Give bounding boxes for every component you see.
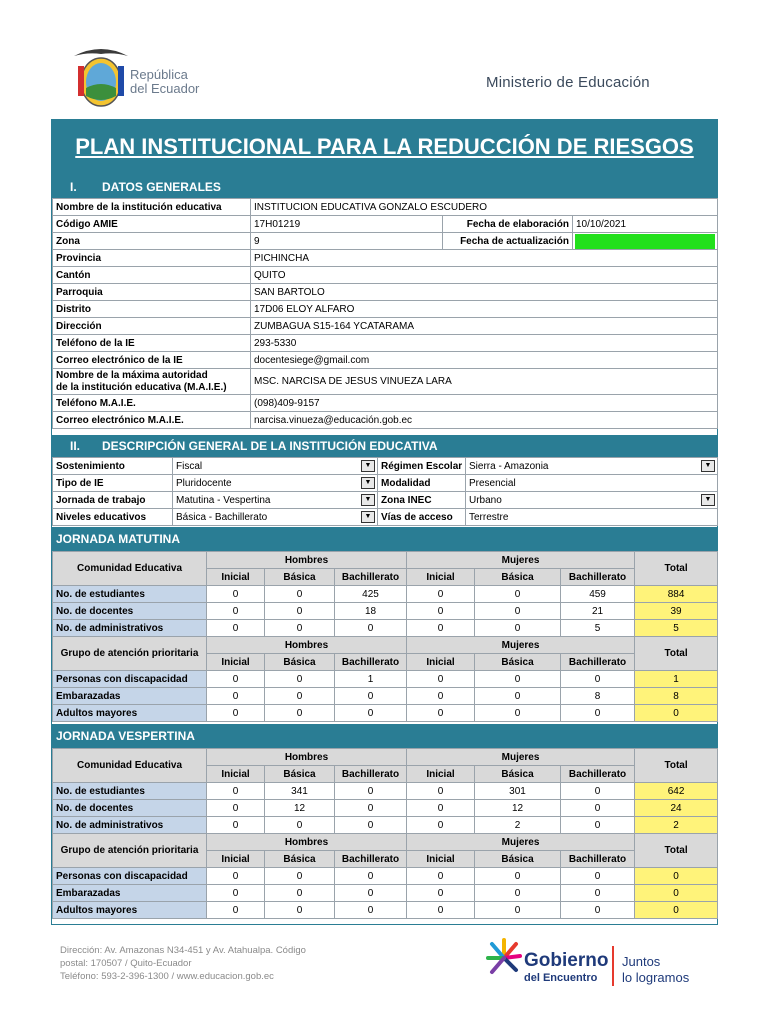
table-row: [53, 671, 718, 688]
header-bachillerato: Bachillerato: [335, 569, 407, 586]
header-bachillerato: Bachillerato: [335, 654, 407, 671]
total-cell[interactable]: 642: [635, 783, 718, 800]
footer-address: Dirección: Av. Amazonas N34-451 y Av. Atahualpa. Código postal: 170507 / Quito-Ecuador Teléfono: 593-2-396-1300 / www.educacion.gob.ec: [60, 945, 306, 982]
field-modalidad[interactable]: Presencial: [466, 475, 718, 492]
value-cell[interactable]: 0: [335, 705, 407, 722]
value-cell[interactable]: 0: [207, 688, 265, 705]
value-cell[interactable]: 0: [265, 705, 335, 722]
field-parroquia[interactable]: SAN BARTOLO: [251, 284, 718, 301]
row-label-docentes: No. de docentes: [53, 603, 207, 620]
table-row: [53, 620, 718, 637]
page-header: [0, 0, 768, 118]
table-row: [53, 800, 718, 817]
total-cell[interactable]: 884: [635, 586, 718, 603]
table-row: [53, 783, 718, 800]
value-cell[interactable]: 12: [265, 800, 335, 817]
select-niveles[interactable]: Básica - Bachillerato ▼: [173, 509, 378, 526]
header-hombres: Hombres: [207, 552, 407, 569]
field-zona[interactable]: 9: [251, 233, 443, 250]
header-total: Total: [635, 637, 718, 671]
row-label-estudiantes: No. de estudiantes: [53, 586, 207, 603]
republica-logo-text: República del Ecuador: [130, 67, 200, 96]
value-cell[interactable]: 5: [561, 620, 635, 637]
field-canton[interactable]: QUITO: [251, 267, 718, 284]
header-grupo: Grupo de atención prioritaria: [53, 637, 207, 671]
header-total: Total: [635, 834, 718, 868]
value-cell[interactable]: 0: [475, 705, 561, 722]
field-correo-maie[interactable]: narcisa.vinueza@educación.gob.ec: [251, 412, 718, 429]
header-inicial: Inicial: [207, 766, 265, 783]
header-inicial: Inicial: [207, 569, 265, 586]
row-label-adultos: Adultos mayores: [53, 705, 207, 722]
stats-header-row: [53, 637, 718, 654]
value-cell[interactable]: 0: [207, 783, 265, 800]
header-basica: Básica: [265, 766, 335, 783]
header-basica: Básica: [265, 654, 335, 671]
value-cell[interactable]: 0: [207, 586, 265, 603]
value-cell[interactable]: 21: [561, 603, 635, 620]
value-cell[interactable]: 0: [265, 603, 335, 620]
label-canton: Cantón: [53, 267, 251, 284]
header-inicial: Inicial: [207, 851, 265, 868]
value-cell[interactable]: 0: [475, 868, 561, 885]
field-fecha-actualizacion[interactable]: [573, 233, 718, 250]
value-cell[interactable]: 0: [407, 620, 475, 637]
value-cell[interactable]: 0: [335, 902, 407, 919]
document-title: PLAN INSTITUCIONAL PARA LA REDUCCIÓN DE RIESGOS: [75, 134, 694, 159]
value-cell[interactable]: 0: [475, 688, 561, 705]
label-parroquia: Parroquia: [53, 284, 251, 301]
dropdown-arrow-icon[interactable]: ▼: [701, 494, 715, 506]
label-provincia: Provincia: [53, 250, 251, 267]
label-fecha-elaboracion: Fecha de elaboración: [443, 216, 573, 233]
value-cell[interactable]: 0: [207, 705, 265, 722]
value-cell[interactable]: 0: [407, 868, 475, 885]
value-cell[interactable]: 0: [407, 800, 475, 817]
matutina-table: [52, 551, 718, 722]
dropdown-arrow-icon[interactable]: ▼: [361, 477, 375, 489]
field-distrito[interactable]: 17D06 ELOY ALFARO: [251, 301, 718, 318]
vespertina-table: [52, 748, 718, 919]
header-mujeres: Mujeres: [407, 749, 635, 766]
value-cell[interactable]: 0: [407, 671, 475, 688]
value-cell[interactable]: 0: [561, 902, 635, 919]
value-cell[interactable]: 0: [475, 620, 561, 637]
header-inicial: Inicial: [207, 654, 265, 671]
header-basica: Básica: [265, 851, 335, 868]
section-descripcion: II. DESCRIPCIÓN GENERAL DE LA INSTITUCIÓN EDUCATIVA: [52, 435, 717, 457]
row-zona: [53, 233, 718, 250]
value-cell[interactable]: 8: [561, 688, 635, 705]
value-cell[interactable]: 0: [207, 800, 265, 817]
header-inicial: Inicial: [407, 766, 475, 783]
section-datos-generales: I. DATOS GENERALES: [52, 176, 717, 198]
value-cell[interactable]: 0: [407, 603, 475, 620]
value-cell[interactable]: 0: [207, 603, 265, 620]
row-amie: [53, 216, 718, 233]
dropdown-arrow-icon[interactable]: ▼: [361, 460, 375, 472]
title-bar: [52, 120, 717, 176]
row-label-embarazadas: Embarazadas: [53, 885, 207, 902]
ministerio-title: Ministerio de Educación: [486, 74, 650, 91]
value-cell[interactable]: 0: [265, 586, 335, 603]
value-cell[interactable]: 0: [335, 620, 407, 637]
value-cell[interactable]: 0: [407, 902, 475, 919]
row-label-embarazadas: Embarazadas: [53, 688, 207, 705]
value-cell[interactable]: 0: [475, 885, 561, 902]
total-cell[interactable]: 8: [635, 688, 718, 705]
value-cell[interactable]: 0: [335, 783, 407, 800]
value-cell[interactable]: 0: [561, 885, 635, 902]
value-cell[interactable]: 0: [335, 800, 407, 817]
value-cell[interactable]: 0: [335, 688, 407, 705]
row-label-discapacidad: Personas con discapacidad: [53, 671, 207, 688]
label-regimen: Régimen Escolar: [378, 458, 466, 475]
total-cell[interactable]: 0: [635, 885, 718, 902]
header-mujeres: Mujeres: [407, 834, 635, 851]
field-maie[interactable]: MSC. NARCISA DE JESUS VINUEZA LARA: [251, 369, 718, 395]
value-cell[interactable]: 425: [335, 586, 407, 603]
value-cell[interactable]: 301: [475, 783, 561, 800]
header-inicial: Inicial: [407, 851, 475, 868]
label-zona: Zona: [53, 233, 251, 250]
value-cell[interactable]: 459: [561, 586, 635, 603]
total-cell[interactable]: 0: [635, 902, 718, 919]
header-bachillerato: Bachillerato: [335, 851, 407, 868]
value-cell[interactable]: 0: [207, 671, 265, 688]
header-mujeres: Mujeres: [407, 552, 635, 569]
value-cell[interactable]: 0: [407, 688, 475, 705]
row-label-estudiantes: No. de estudiantes: [53, 783, 207, 800]
value-cell[interactable]: 0: [207, 885, 265, 902]
field-telefono[interactable]: 293-5330: [251, 335, 718, 352]
header-hombres: Hombres: [207, 749, 407, 766]
label-modalidad: Modalidad: [378, 475, 466, 492]
header-mujeres: Mujeres: [407, 637, 635, 654]
value-cell[interactable]: 12: [475, 800, 561, 817]
value-cell[interactable]: 0: [475, 603, 561, 620]
value-cell[interactable]: 0: [407, 705, 475, 722]
total-cell[interactable]: 24: [635, 800, 718, 817]
stats-header-row: [53, 552, 718, 569]
header-hombres: Hombres: [207, 834, 407, 851]
select-zona-inec[interactable]: Urbano ▼: [466, 492, 718, 509]
table-row: [53, 705, 718, 722]
row-label-docentes: No. de docentes: [53, 800, 207, 817]
header-bachillerato: Bachillerato: [335, 766, 407, 783]
row-label-administrativos: No. de administrativos: [53, 620, 207, 637]
dropdown-arrow-icon[interactable]: ▼: [361, 511, 375, 523]
value-cell[interactable]: 0: [561, 868, 635, 885]
table-row: [53, 868, 718, 885]
section-jornada-vespertina: JORNADA VESPERTINA: [52, 724, 717, 748]
header-inicial: Inicial: [407, 654, 475, 671]
value-cell[interactable]: 0: [561, 800, 635, 817]
value-cell[interactable]: 18: [335, 603, 407, 620]
table-row: [53, 603, 718, 620]
value-cell[interactable]: 0: [407, 817, 475, 834]
header-inicial: Inicial: [407, 569, 475, 586]
label-fecha-actualizacion: Fecha de actualización: [443, 233, 573, 250]
label-vias: Vías de acceso: [378, 509, 466, 526]
select-tipo-ie[interactable]: Pluridocente ▼: [173, 475, 378, 492]
value-cell[interactable]: 0: [561, 705, 635, 722]
header-total: Total: [635, 749, 718, 783]
value-cell[interactable]: 0: [207, 868, 265, 885]
field-vias[interactable]: Terrestre: [466, 509, 718, 526]
value-cell[interactable]: 0: [561, 783, 635, 800]
section-jornada-matutina: JORNADA MATUTINA: [52, 527, 717, 551]
header-bachillerato: Bachillerato: [561, 766, 635, 783]
total-cell[interactable]: 39: [635, 603, 718, 620]
total-cell[interactable]: 2: [635, 817, 718, 834]
stats-header-row: [53, 749, 718, 766]
coat-of-arms-icon: [70, 46, 132, 110]
value-cell[interactable]: 0: [561, 671, 635, 688]
value-cell[interactable]: 0: [335, 817, 407, 834]
select-regimen[interactable]: Sierra - Amazonia ▼: [466, 458, 718, 475]
value-cell[interactable]: 2: [475, 817, 561, 834]
value-cell[interactable]: 0: [475, 902, 561, 919]
table-row: [53, 902, 718, 919]
label-niveles: Niveles educativos: [53, 509, 173, 526]
field-fecha-elaboracion[interactable]: 10/10/2021: [573, 216, 718, 233]
label-sostenimiento: Sostenimiento: [53, 458, 173, 475]
field-provincia[interactable]: PICHINCHA: [251, 250, 718, 267]
header-basica: Básica: [475, 654, 561, 671]
value-cell[interactable]: 0: [265, 620, 335, 637]
header-bachillerato: Bachillerato: [561, 654, 635, 671]
field-direccion[interactable]: ZUMBAGUA S15-164 YCATARAMA: [251, 318, 718, 335]
header-comunidad: Comunidad Educativa: [53, 749, 207, 783]
label-amie: Código AMIE: [53, 216, 251, 233]
dropdown-arrow-icon[interactable]: ▼: [361, 494, 375, 506]
header-bachillerato: Bachillerato: [561, 569, 635, 586]
field-telefono-maie[interactable]: (098)409-9157: [251, 395, 718, 412]
value-cell[interactable]: 0: [265, 902, 335, 919]
label-jornada: Jornada de trabajo: [53, 492, 173, 509]
total-cell[interactable]: 0: [635, 705, 718, 722]
table-row: [53, 586, 718, 603]
total-cell[interactable]: 5: [635, 620, 718, 637]
value-cell[interactable]: 0: [265, 885, 335, 902]
value-cell[interactable]: 0: [407, 885, 475, 902]
row-label-adultos: Adultos mayores: [53, 902, 207, 919]
datos-generales-table: [52, 198, 718, 429]
label-distrito: Distrito: [53, 301, 251, 318]
dropdown-arrow-icon[interactable]: ▼: [701, 460, 715, 472]
header-basica: Básica: [265, 569, 335, 586]
gobierno-logo: Gobierno del Encuentro Juntos lo logramos: [486, 932, 706, 992]
table-row: [53, 885, 718, 902]
value-cell[interactable]: 0: [335, 868, 407, 885]
header-grupo: Grupo de atención prioritaria: [53, 834, 207, 868]
select-sostenimiento[interactable]: Fiscal ▼: [173, 458, 378, 475]
label-nombre: Nombre de la institución educativa: [53, 199, 251, 216]
row-nombre: [53, 199, 718, 216]
value-cell[interactable]: 341: [265, 783, 335, 800]
gobierno-star-icon: [486, 934, 522, 980]
header-bachillerato: Bachillerato: [561, 851, 635, 868]
value-cell[interactable]: 0: [475, 671, 561, 688]
header-comunidad: Comunidad Educativa: [53, 552, 207, 586]
label-telefono: Teléfono de la IE: [53, 335, 251, 352]
value-cell[interactable]: 0: [207, 902, 265, 919]
value-cell[interactable]: 0: [265, 671, 335, 688]
table-row: [53, 817, 718, 834]
field-nombre[interactable]: INSTITUCION EDUCATIVA GONZALO ESCUDERO: [251, 199, 718, 216]
value-cell[interactable]: 0: [561, 817, 635, 834]
value-cell[interactable]: 0: [207, 817, 265, 834]
header-total: Total: [635, 552, 718, 586]
value-cell[interactable]: 0: [475, 586, 561, 603]
value-cell[interactable]: 0: [335, 885, 407, 902]
value-cell[interactable]: 0: [207, 620, 265, 637]
form-frame: [51, 119, 718, 925]
value-cell[interactable]: 0: [265, 817, 335, 834]
field-amie[interactable]: 17H01219: [251, 216, 443, 233]
stats-header-row: [53, 834, 718, 851]
select-jornada[interactable]: Matutina - Vespertina ▼: [173, 492, 378, 509]
value-cell[interactable]: 0: [407, 586, 475, 603]
table-row: [53, 688, 718, 705]
field-correo[interactable]: docentesiege@gmail.com: [251, 352, 718, 369]
label-telefono-maie: Teléfono M.A.I.E.: [53, 395, 251, 412]
total-cell[interactable]: 1: [635, 671, 718, 688]
header-basica: Básica: [475, 569, 561, 586]
label-maie: Nombre de la máxima autoridad de la institución educativa (M.A.I.E.): [53, 369, 251, 395]
value-cell[interactable]: 1: [335, 671, 407, 688]
value-cell[interactable]: 0: [407, 783, 475, 800]
value-cell[interactable]: 0: [265, 688, 335, 705]
row-label-administrativos: No. de administrativos: [53, 817, 207, 834]
label-correo-maie: Correo electrónico M.A.I.E.: [53, 412, 251, 429]
label-tipo-ie: Tipo de IE: [53, 475, 173, 492]
row-label-discapacidad: Personas con discapacidad: [53, 868, 207, 885]
total-cell[interactable]: 0: [635, 868, 718, 885]
label-zona-inec: Zona INEC: [378, 492, 466, 509]
header-basica: Básica: [475, 851, 561, 868]
descripcion-table: [52, 457, 718, 526]
header-basica: Básica: [475, 766, 561, 783]
value-cell[interactable]: 0: [265, 868, 335, 885]
label-correo: Correo electrónico de la IE: [53, 352, 251, 369]
label-direccion: Dirección: [53, 318, 251, 335]
header-hombres: Hombres: [207, 637, 407, 654]
